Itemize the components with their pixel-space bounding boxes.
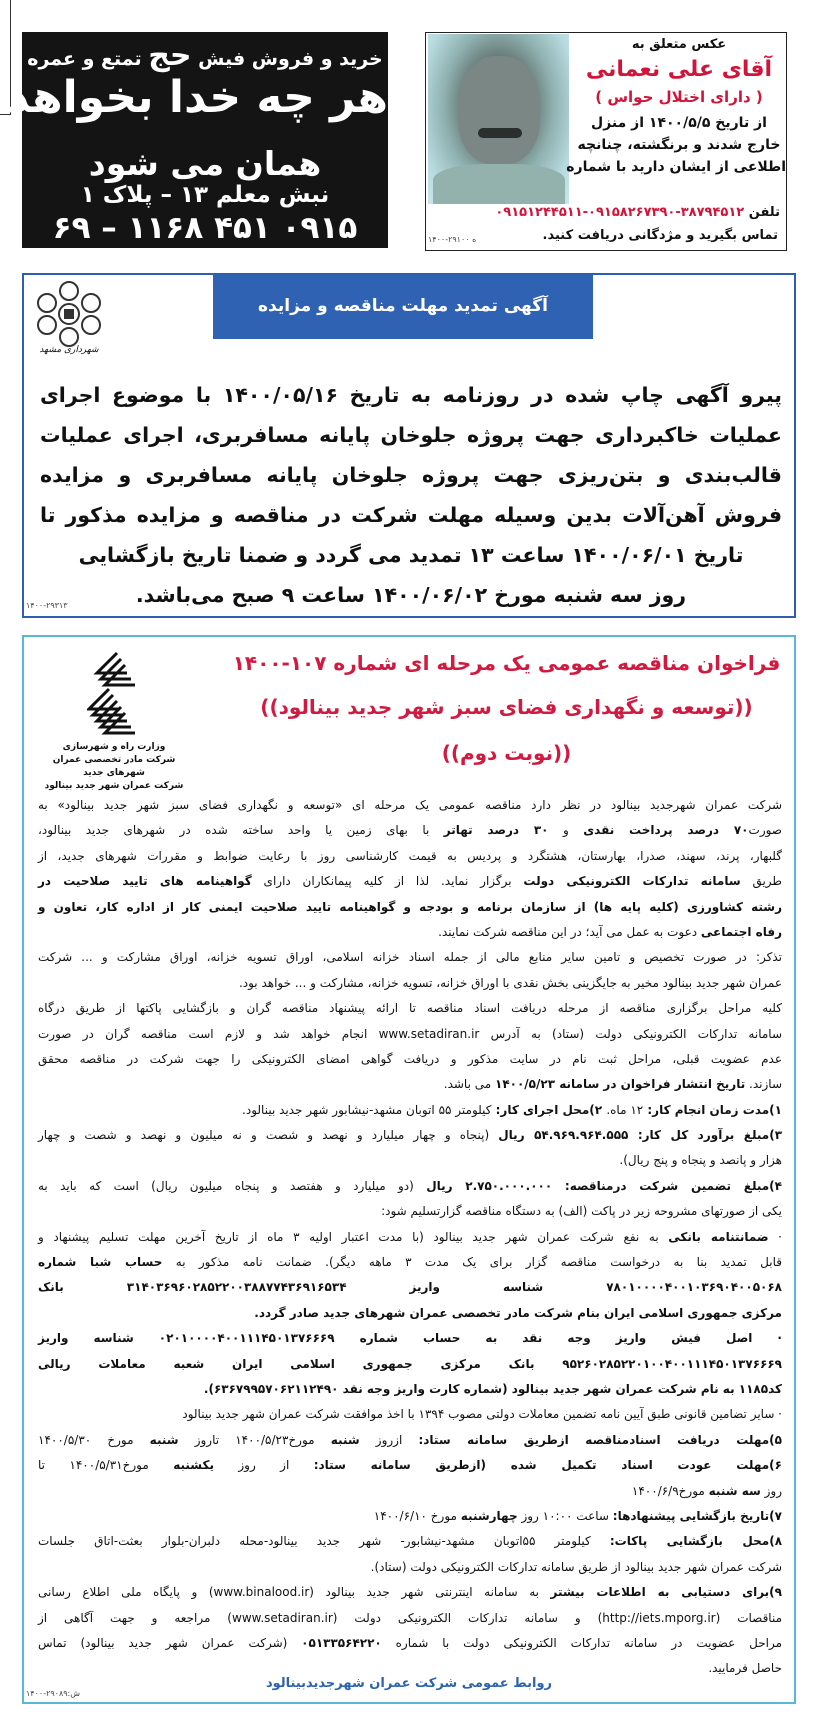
bold-text: ضمانتنامه بانکی xyxy=(668,1229,769,1244)
text: مناقصات (http://iets.mporg.ir) و سامانه تدارکات الکترونیکی دولت (www.setadiran.ir) مراجعه و جهت آگاهی از xyxy=(38,1610,783,1625)
tender-line xyxy=(38,1148,782,1173)
text: مورخ۱۴۰۰/۵/۲۳ تاروز xyxy=(178,1432,331,1447)
tender-line xyxy=(38,1352,782,1377)
notice-line: فروش آهن‌آلات بدین وسیله مهلت شرکت در مناقصه و مزایده مذکور تا xyxy=(40,503,782,527)
public-relations-signature: روابط عمومی شرکت عمران شهرجدیدبینالود xyxy=(265,1676,553,1691)
tender-title: فراخوان مناقصه عمومی یک مرحله ای شماره ۱۰۷-۱۴۰۰ xyxy=(232,651,781,675)
text: مورخ۱۴۰۰/۶/۹ xyxy=(631,1483,709,1498)
bold-text: ۵)مهلت دریافت اسنادمناقصه ازطریق سامانه ستاد: xyxy=(418,1432,782,1447)
bold-text: مرکزی جمهوری اسلامی ایران بنام شرکت مادر تخصصی عمران شهرهای جدید صادر گردد. xyxy=(254,1305,782,1320)
bold-text: رشته کشاورزی (کلیه پایه ها) از سازمان برنامه و بودجه و گواهینامه تایید صلاحیت ایمنی کار از اداره کار، تعاون و xyxy=(38,899,782,914)
bold-text: حساب شبا شماره xyxy=(38,1255,163,1270)
ad-code: ۱۴۰۰-۲۹۳۱۳ xyxy=(26,601,68,610)
text: (پنجاه و چهار میلیارد و نهصد و شصت و نه میلیون و نهصد و شصت و چهار xyxy=(38,1128,499,1143)
bold-text: تاریخ انتشار فراخوان در سامانه ۱۴۰۰/۵/۲۳ xyxy=(495,1077,746,1092)
ministry-logo xyxy=(87,649,137,737)
tender-line xyxy=(38,1174,782,1199)
hajj-ad-slogan2: همان می شود xyxy=(88,144,322,183)
tender-line xyxy=(38,869,782,894)
text: کیلومتر ۵۵ اتوبان مشهد-نیشابور شهر جدید بینالود. xyxy=(242,1102,492,1117)
tender-line xyxy=(38,996,782,1021)
hajj-ad xyxy=(6,32,388,248)
text: مراحل عضویت در سامانه تدارکات الکترونیکی دولت با شماره xyxy=(381,1635,782,1650)
bold-text: چهارشنبه xyxy=(460,1508,518,1523)
tender-line xyxy=(38,1428,782,1453)
tender-call-ad xyxy=(22,635,796,1704)
notice-line: تاریخ ۱۴۰۰/۰۶/۰۱ ساعت ۱۳ تمدید می گردد و ضمنا تاریخ بازگشایی xyxy=(78,543,744,567)
text: کلیه مراحل برگزاری مناقصه از مرحله دریافت اسناد مناقصه تا ارائه پیشنهاد مناقصه گران و بازگشایی پاکتها از طریق درگاه xyxy=(38,1001,782,1016)
tender-line xyxy=(38,895,782,920)
text: ساعت ۱۰:۰۰ روز xyxy=(517,1508,613,1523)
phone-label: تلفن xyxy=(744,205,780,220)
bold-text: ۱)مدت زمان انجام کار: xyxy=(643,1102,782,1117)
mashhad-municipality-logo xyxy=(33,279,105,355)
bold-text: · اصل فیش واریز وجه نقد به حساب شماره ۰۲۰۱۰۰۰۰۴۰۰۱۱۱۴۵۰۱۳۷۶۶۶۹ شناسه واریز xyxy=(38,1331,782,1346)
text: قابل تمدید بنا به درخواست مناقصه گزار برای یک مدت ۳ ماهه دیگر). ضمانت نامه مذکور به xyxy=(162,1255,782,1270)
extension-notice-ad xyxy=(22,273,796,618)
bold-text: سه شنبه xyxy=(708,1483,761,1498)
tender-line xyxy=(38,1275,782,1300)
logo-caption: شهرداری مشهد xyxy=(39,345,99,355)
text: از روز xyxy=(213,1458,314,1473)
tender-line xyxy=(38,1022,782,1047)
tender-line xyxy=(38,1453,782,1478)
tender-line xyxy=(38,1123,782,1148)
text: کیلومتر ۵۵اتوبان مشهد-نیشابور- شهر جدید بینالود-محله دلبران-بلوار بعثت-اتاق جلسات xyxy=(38,1534,610,1549)
ad-text-line: خارج شدند و برنگشته، چنانچه xyxy=(577,137,781,153)
reward-text: تماس بگیرید و مژدگانی دریافت کنید. xyxy=(542,228,778,243)
text: هزار و پانصد و پنجاه و پنج ریال). xyxy=(619,1153,782,1168)
text: تذکر: در صورت تخصیص و تامین سایر منابع مالی از جمله اسناد خزانه اسلامی، اوراق تسویه خزانه، اوراق مشارکت و ... شرکت xyxy=(38,950,782,965)
tender-line xyxy=(38,1098,782,1123)
text: شرکت عمران شهر جدید بینالود از طریق سامانه تدارکات الکترونیکی دولت (ستاد). xyxy=(370,1559,782,1574)
tender-line xyxy=(38,1529,782,1554)
bold-text: ۷۰ درصد پرداخت نقدی xyxy=(583,823,749,838)
bold-text: سامانه تدارکات الکترونیکی دولت xyxy=(523,874,741,889)
text: (دو میلیارد و هفتصد و پنجاه میلیون ریال) است که باید به xyxy=(38,1178,427,1193)
text: سازند. xyxy=(745,1077,782,1092)
ministry-caption xyxy=(34,741,194,793)
tender-line xyxy=(38,1250,782,1275)
text: طریق xyxy=(740,874,782,889)
notice-line: قالب‌بندی و بتن‌ریزی جهت پروژه جلوخان پایانه مسافربری و مزایده xyxy=(40,463,782,487)
bold-text: شنبه xyxy=(149,1432,179,1447)
notice-line: عملیات خاکبرداری جهت پروژه جلوخان پایانه مسافربری، اجرای عملیات xyxy=(40,423,782,447)
text: صورت xyxy=(748,823,782,838)
bold-text: ۹۵۲۶۰۲۸۵۲۲۰۱۰۰۴۰۰۱۱۱۴۵۰۱۳۷۶۶۶۹ بانک مرکزی جمهوری اسلامی ایران شعبه معاملات ریالی xyxy=(38,1356,782,1371)
person-photo xyxy=(428,34,569,204)
text: عمران شهر جدید بینالود مخیر به جایگزینی بخش نقدی با اوراق خزانه، تسویه خزانه، مشارکت و ... خواهد بود. xyxy=(238,975,782,990)
bold-text: ۳۰ درصد تهاتر xyxy=(443,823,549,838)
hajj-ad-address: نبش معلم ۱۳ – پلاک ۱ xyxy=(80,182,330,208)
notice-line: روز سه شنبه مورخ ۱۴۰۰/۰۶/۰۲ ساعت ۹ صبح می‌باشد. xyxy=(135,583,687,607)
ad-code: ۱۴۰۰-۲۹۱۰۰ ه xyxy=(428,235,477,244)
tender-line xyxy=(38,1072,782,1097)
bold-text: ۷)تاریخ بازگشایی پیشنهادها: xyxy=(612,1508,782,1523)
tender-line xyxy=(38,1555,782,1580)
tender-line xyxy=(38,1047,782,1072)
tender-body xyxy=(38,793,782,1682)
tender-line xyxy=(38,1504,782,1529)
tender-line xyxy=(38,844,782,869)
hajj-text: خرید و فروش فیش xyxy=(191,48,383,70)
hajj-text: تمتع و عمره xyxy=(27,48,149,70)
tender-line xyxy=(38,1479,782,1504)
text: با بهای زمین یا واحد ساخته شده در شهرهای جدید بینالود، xyxy=(38,823,444,838)
bold-text: گواهینامه های تایید صلاحیت در xyxy=(38,874,252,889)
tender-round: ((نوبت دوم)) xyxy=(441,741,572,765)
missing-person-ad xyxy=(425,32,787,251)
tender-line xyxy=(38,1606,782,1631)
tender-line xyxy=(38,793,782,818)
tender-line xyxy=(38,1326,782,1351)
person-name: آقای علی نعمانی xyxy=(585,57,773,82)
notice-title: آگهی تمدید مهلت مناقصه و مزایده xyxy=(213,275,593,339)
tender-line xyxy=(38,1225,782,1250)
text: می باشد. xyxy=(443,1077,495,1092)
bold-text: ۰۵۱۳۳۵۶۴۲۲۰ xyxy=(301,1635,382,1650)
ad-text-line: از تاریخ ۱۴۰۰/۵/۵ از منزل xyxy=(591,115,767,131)
tender-line xyxy=(38,1402,782,1427)
text: گلبهار، پرند، سهند، صدرا، بهارستان، هشتگرد و پردیس به قیمت کارشناسی روز با رعایت ضوابط و مقررات شهرهای جدید، از xyxy=(38,848,782,863)
hajj-big-word: حج xyxy=(148,38,192,73)
bold-text: رفاه اجتماعی xyxy=(700,924,782,939)
text: (شرکت عمران شهر جدید بینالود) تماس xyxy=(38,1635,302,1650)
tender-line xyxy=(38,945,782,970)
tender-line xyxy=(38,971,782,996)
tender-line xyxy=(38,818,782,843)
bold-text: ۴)مبلغ تضمین شرکت درمناقصه: ۲.۷۵۰.۰۰۰.۰۰۰ ریال xyxy=(426,1178,782,1193)
text: روز xyxy=(760,1483,782,1498)
text: حاصل فرمایید. xyxy=(708,1661,782,1676)
text: سامانه تدارکات الکترونیکی دولت (ستاد) به آدرس www.setadiran.ir انجام خواهد شد و لازم است مناقصه گران در صورت xyxy=(38,1026,782,1041)
caption-line: شرکت عمران شهر جدید بینالود xyxy=(44,781,184,791)
bold-text: ۶)مهلت عودت اسناد تکمیل شده (ازطریق سامانه ستاد: xyxy=(313,1458,782,1473)
tender-line xyxy=(38,1301,782,1326)
text: مورخ ۱۴۰۰/۵/۳۰ xyxy=(38,1432,150,1447)
hajj-ad-phone: ۰۹۱۵ ۴۵۱ ۱۱۶۸ – ۶۹ xyxy=(52,210,358,246)
text: به سامانه اینترنتی شهر جدید بینالود (www.binalood.ir) و پایگاه ملی اطلاع رسانی xyxy=(38,1585,551,1600)
text: و xyxy=(548,823,584,838)
tender-line xyxy=(38,1199,782,1224)
ad-text-line: اطلاعی از ایشان دارید با شماره xyxy=(566,159,786,175)
hajj-ad-slogan: هر چه خدا بخواهد xyxy=(6,72,388,123)
text: ازروز xyxy=(359,1432,419,1447)
bold-text: یکشنبه xyxy=(173,1458,214,1473)
contact-phones xyxy=(434,205,780,220)
tender-subject: ((توسعه و نگهداری فضای سبز شهر جدید بینالود)) xyxy=(260,695,753,719)
tender-line xyxy=(38,920,782,945)
caption-line: شرکت مادر تخصصی عمران شهرهای جدید xyxy=(52,755,176,778)
text: مورخ۱۴۰۰/۵/۳۱ تا xyxy=(38,1458,174,1473)
person-condition: ( دارای اختلال حواس ) xyxy=(595,88,763,106)
text: دعوت به عمل می آید؛ در این مناقصه شرکت نمایند. xyxy=(438,924,701,939)
tender-line xyxy=(38,1377,782,1402)
text: به نفع شرکت عمران شهر جدید بینالود (با مدت اعتبار اولیه ۳ ماه از تاریخ آخرین مهلت تسلیم پیشنهاد و xyxy=(38,1229,669,1244)
bold-text: کد۱۱۸۵ به نام شرکت عمران شهر جدید بینالود (شماره کارت واریز وجه نقد ۶۳۶۷۹۹۵۷۰۶۲۱۱۲۴۹۰). xyxy=(203,1381,782,1396)
ad-intro: عکس متعلق به xyxy=(631,37,727,52)
bold-text: ۸)محل بازگشایی پاکات: xyxy=(609,1534,783,1549)
notice-line: پیرو آگهی چاپ شده در روزنامه به تاریخ ۱۴۰۰/۰۵/۱۶ با موضوع اجرای xyxy=(40,383,782,407)
text: شرکت عمران شهرجدید بینالود در نظر دارد مناقصه عمومی یک مرحله ای «توسعه و نگهداری فضای سبز شهر جدید بینالود» به xyxy=(38,798,782,812)
bold-text: ۷۸۰۱۰۰۰۰۴۰۰۱۰۳۶۹۰۴۰۰۵۰۶۸ شناسه واریز ۳۱۴۰۳۶۹۶۰۲۸۵۲۲۰۰۳۸۸۷۷۴۳۶۹۱۶۵۳۴ بانک xyxy=(38,1280,782,1295)
text: برگزار نماید. لذا از کلیه پیمانکاران دارای xyxy=(251,874,524,889)
phone-numbers: ۳۸۷۹۴۵۱۲-۰۹۱۵۸۲۶۷۳۹۰-۰۹۱۵۱۲۴۴۵۱۱ xyxy=(495,205,745,220)
bold-text: ۳)مبلغ برآورد کل کار: ۵۴.۹۶۹.۹۶۴.۵۵۵ ریال xyxy=(498,1128,783,1143)
text: · xyxy=(768,1229,782,1244)
tender-line xyxy=(38,1580,782,1605)
bold-text: ۹)برای دستیابی به اطلاعات بیشتر xyxy=(550,1585,782,1600)
caption-line: وزارت راه و شهرسازی xyxy=(62,742,166,752)
text: · سایر تضامین قانونی طبق آیین نامه تضمین معاملات دولتی مصوب ۱۳۹۴ با اخذ موافقت شرکت عمران شهر جدید بینالود xyxy=(182,1407,782,1422)
bold-text: ۲)محل اجرای کار: xyxy=(491,1102,607,1117)
text: عدم عضویت قبلی، مراحل ثبت نام در سایت مذکور و دریافت گواهی امضای الکترونیکی را جهت شرکت در مناقصه محقق xyxy=(38,1051,782,1066)
tender-line xyxy=(38,1631,782,1656)
text: یکی از صورتهای مشروحه زیر در پاکت (الف) به دستگاه مناقصه گزارتسلیم شود: xyxy=(381,1204,782,1219)
text: مورخ ۱۴۰۰/۶/۱۰ xyxy=(373,1508,461,1523)
text: ۱۲ ماه. xyxy=(606,1102,644,1117)
ad-code: ۱۴۰۰-۲۹۰۸۹:ش xyxy=(26,1689,81,1698)
bold-text: شنبه xyxy=(330,1432,360,1447)
